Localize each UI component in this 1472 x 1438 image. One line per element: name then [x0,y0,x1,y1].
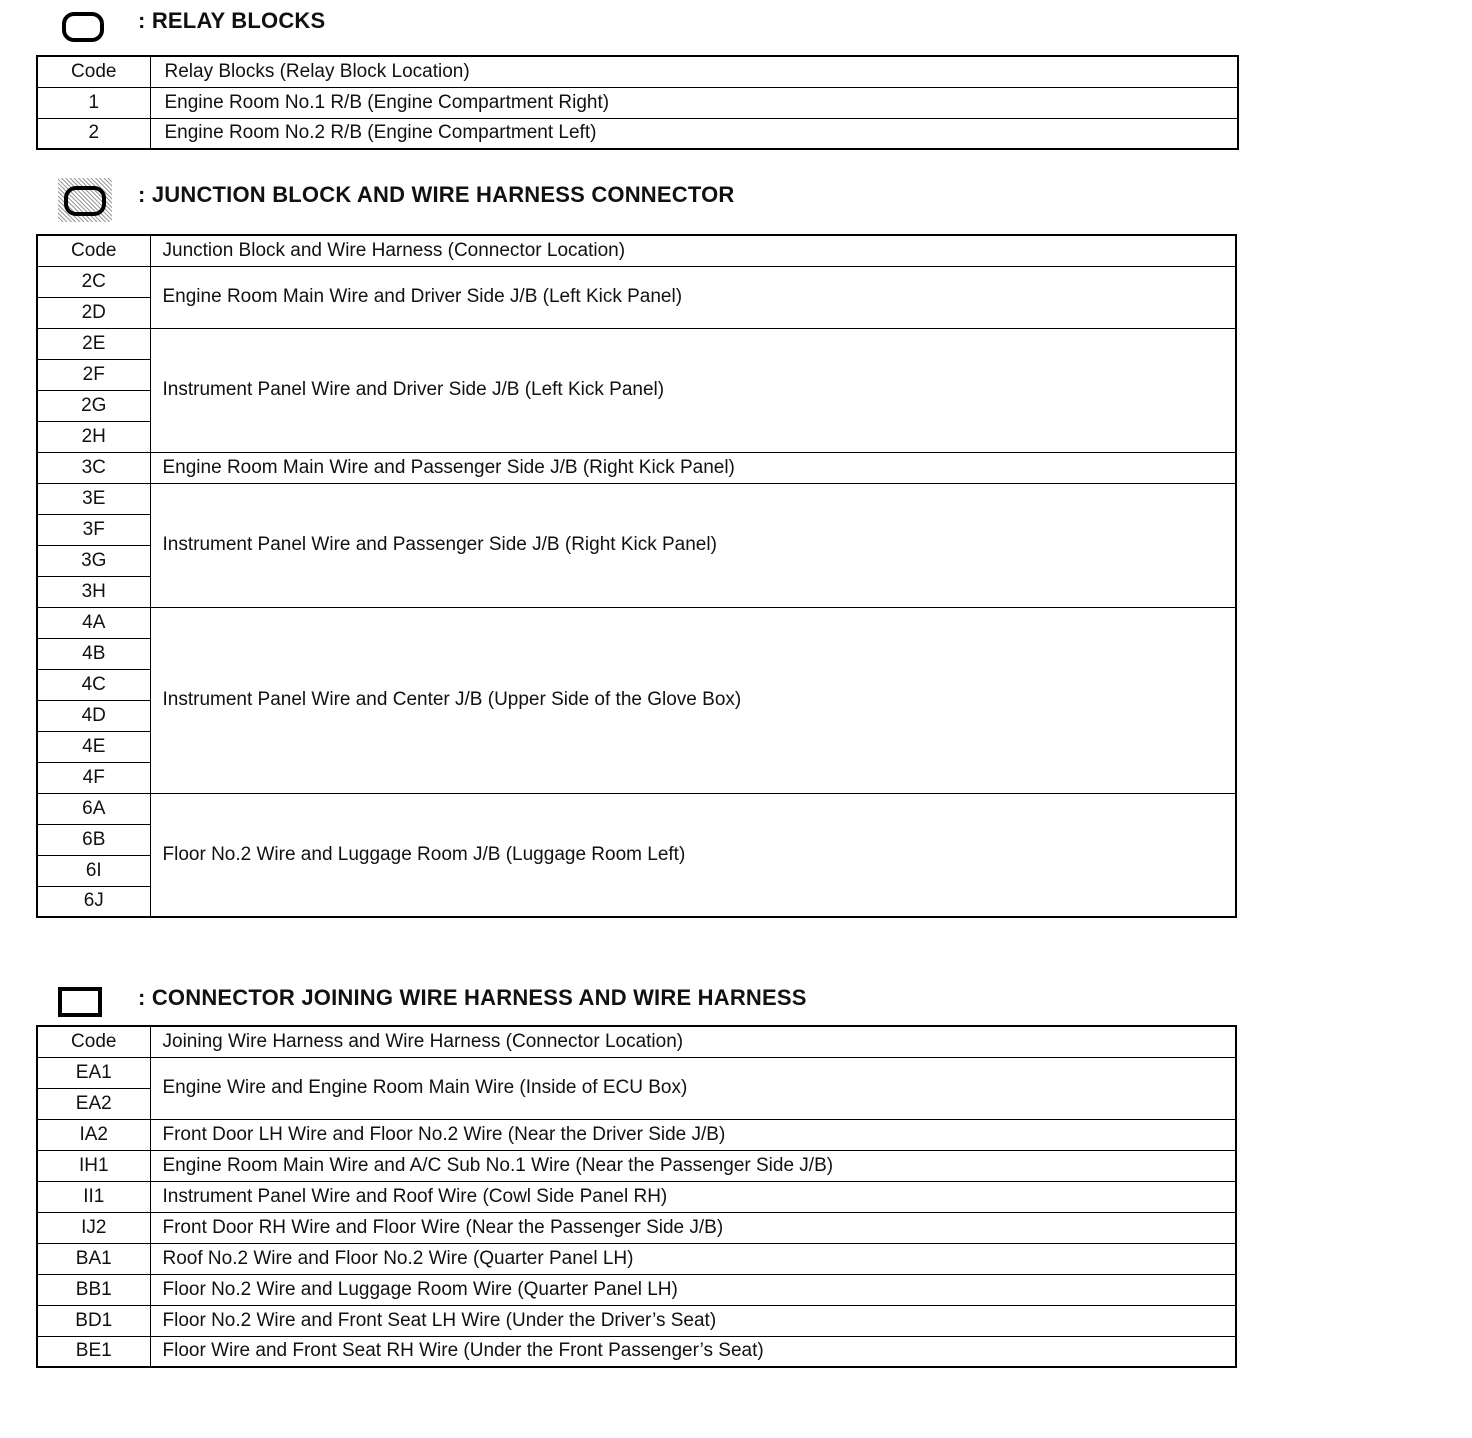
location-cell: Engine Room Main Wire and A/C Sub No.1 Wire (Near the Passenger Side J/B) [150,1150,1236,1181]
code-cell: 6A [37,793,150,824]
location-cell: Front Door LH Wire and Floor No.2 Wire (Near the Driver Side J/B) [150,1119,1236,1150]
relay-blocks-title: : RELAY BLOCKS [138,8,326,33]
table-row [37,1181,1236,1212]
location-cell: Floor No.2 Wire and Luggage Room J/B (Luggage Room Left) [150,793,1236,917]
code-header: Code [37,56,150,87]
location-cell: Engine Room No.1 R/B (Engine Compartment Right) [150,87,1238,118]
location-header: Relay Blocks (Relay Block Location) [150,56,1238,87]
table-row [37,328,1236,359]
table-row [37,452,1236,483]
table-row [37,1336,1236,1367]
code-cell: 4D [37,700,150,731]
location-cell: Engine Room No.2 R/B (Engine Compartment Left) [150,118,1238,149]
code-cell: 4F [37,762,150,793]
code-cell: EA1 [37,1057,150,1088]
relay-block-icon [62,12,104,42]
junction-block-title: : JUNCTION BLOCK AND WIRE HARNESS CONNECTOR [138,182,735,207]
code-cell: 1 [37,87,150,118]
junction-block-icon [64,186,106,216]
location-cell: Instrument Panel Wire and Roof Wire (Cowl Side Panel RH) [150,1181,1236,1212]
code-cell: 2E [37,328,150,359]
table-row [37,1274,1236,1305]
table-row [37,607,1236,638]
location-cell: Engine Room Main Wire and Driver Side J/B (Left Kick Panel) [150,266,1236,328]
table-row [37,1150,1236,1181]
code-cell: 2H [37,421,150,452]
code-cell: 4A [37,607,150,638]
table-row [37,266,1236,297]
table-row [37,483,1236,514]
location-cell: Instrument Panel Wire and Passenger Side J/B (Right Kick Panel) [150,483,1236,607]
code-header: Code [37,1026,150,1057]
table-row [37,1057,1236,1088]
location-header: Junction Block and Wire Harness (Connector Location) [150,235,1236,266]
location-cell: Instrument Panel Wire and Center J/B (Upper Side of the Glove Box) [150,607,1236,793]
location-cell: Floor Wire and Front Seat RH Wire (Under the Front Passenger’s Seat) [150,1336,1236,1367]
table-row [37,1119,1236,1150]
code-cell: 2F [37,359,150,390]
code-cell: IH1 [37,1150,150,1181]
code-cell: 3G [37,545,150,576]
code-cell: 2 [37,118,150,149]
header-row [37,235,1236,266]
code-cell: 2C [37,266,150,297]
table-row [37,793,1236,824]
code-cell: 3H [37,576,150,607]
connector-icon [58,987,102,1017]
location-cell: Engine Wire and Engine Room Main Wire (Inside of ECU Box) [150,1057,1236,1119]
table-row [37,118,1238,149]
location-cell: Floor No.2 Wire and Front Seat LH Wire (Under the Driver’s Seat) [150,1305,1236,1336]
code-cell: EA2 [37,1088,150,1119]
code-cell: II1 [37,1181,150,1212]
code-cell: IA2 [37,1119,150,1150]
code-cell: 6B [37,824,150,855]
code-cell: BB1 [37,1274,150,1305]
code-cell: 6I [37,855,150,886]
code-cell: BE1 [37,1336,150,1367]
location-cell: Engine Room Main Wire and Passenger Side J/B (Right Kick Panel) [150,452,1236,483]
location-cell: Instrument Panel Wire and Driver Side J/B (Left Kick Panel) [150,328,1236,452]
table-row [37,1305,1236,1336]
connector-title: : CONNECTOR JOINING WIRE HARNESS AND WIRE HARNESS [138,985,807,1010]
header-row [37,1026,1236,1057]
code-cell: 3E [37,483,150,514]
code-cell: 4E [37,731,150,762]
header-row [37,56,1238,87]
code-cell: 2G [37,390,150,421]
code-cell: 3C [37,452,150,483]
code-cell: 2D [37,297,150,328]
location-cell: Front Door RH Wire and Floor Wire (Near the Passenger Side J/B) [150,1212,1236,1243]
table-row [37,1243,1236,1274]
location-header: Joining Wire Harness and Wire Harness (Connector Location) [150,1026,1236,1057]
code-cell: BA1 [37,1243,150,1274]
table-row [37,87,1238,118]
code-cell: BD1 [37,1305,150,1336]
code-cell: 4C [37,669,150,700]
code-cell: IJ2 [37,1212,150,1243]
location-cell: Floor No.2 Wire and Luggage Room Wire (Quarter Panel LH) [150,1274,1236,1305]
junction-block-table [36,234,1237,918]
code-cell: 3F [37,514,150,545]
location-cell: Roof No.2 Wire and Floor No.2 Wire (Quarter Panel LH) [150,1243,1236,1274]
connector-table [36,1025,1237,1368]
table-row [37,1212,1236,1243]
code-cell: 4B [37,638,150,669]
code-header: Code [37,235,150,266]
code-cell: 6J [37,886,150,917]
relay-blocks-table [36,55,1239,150]
